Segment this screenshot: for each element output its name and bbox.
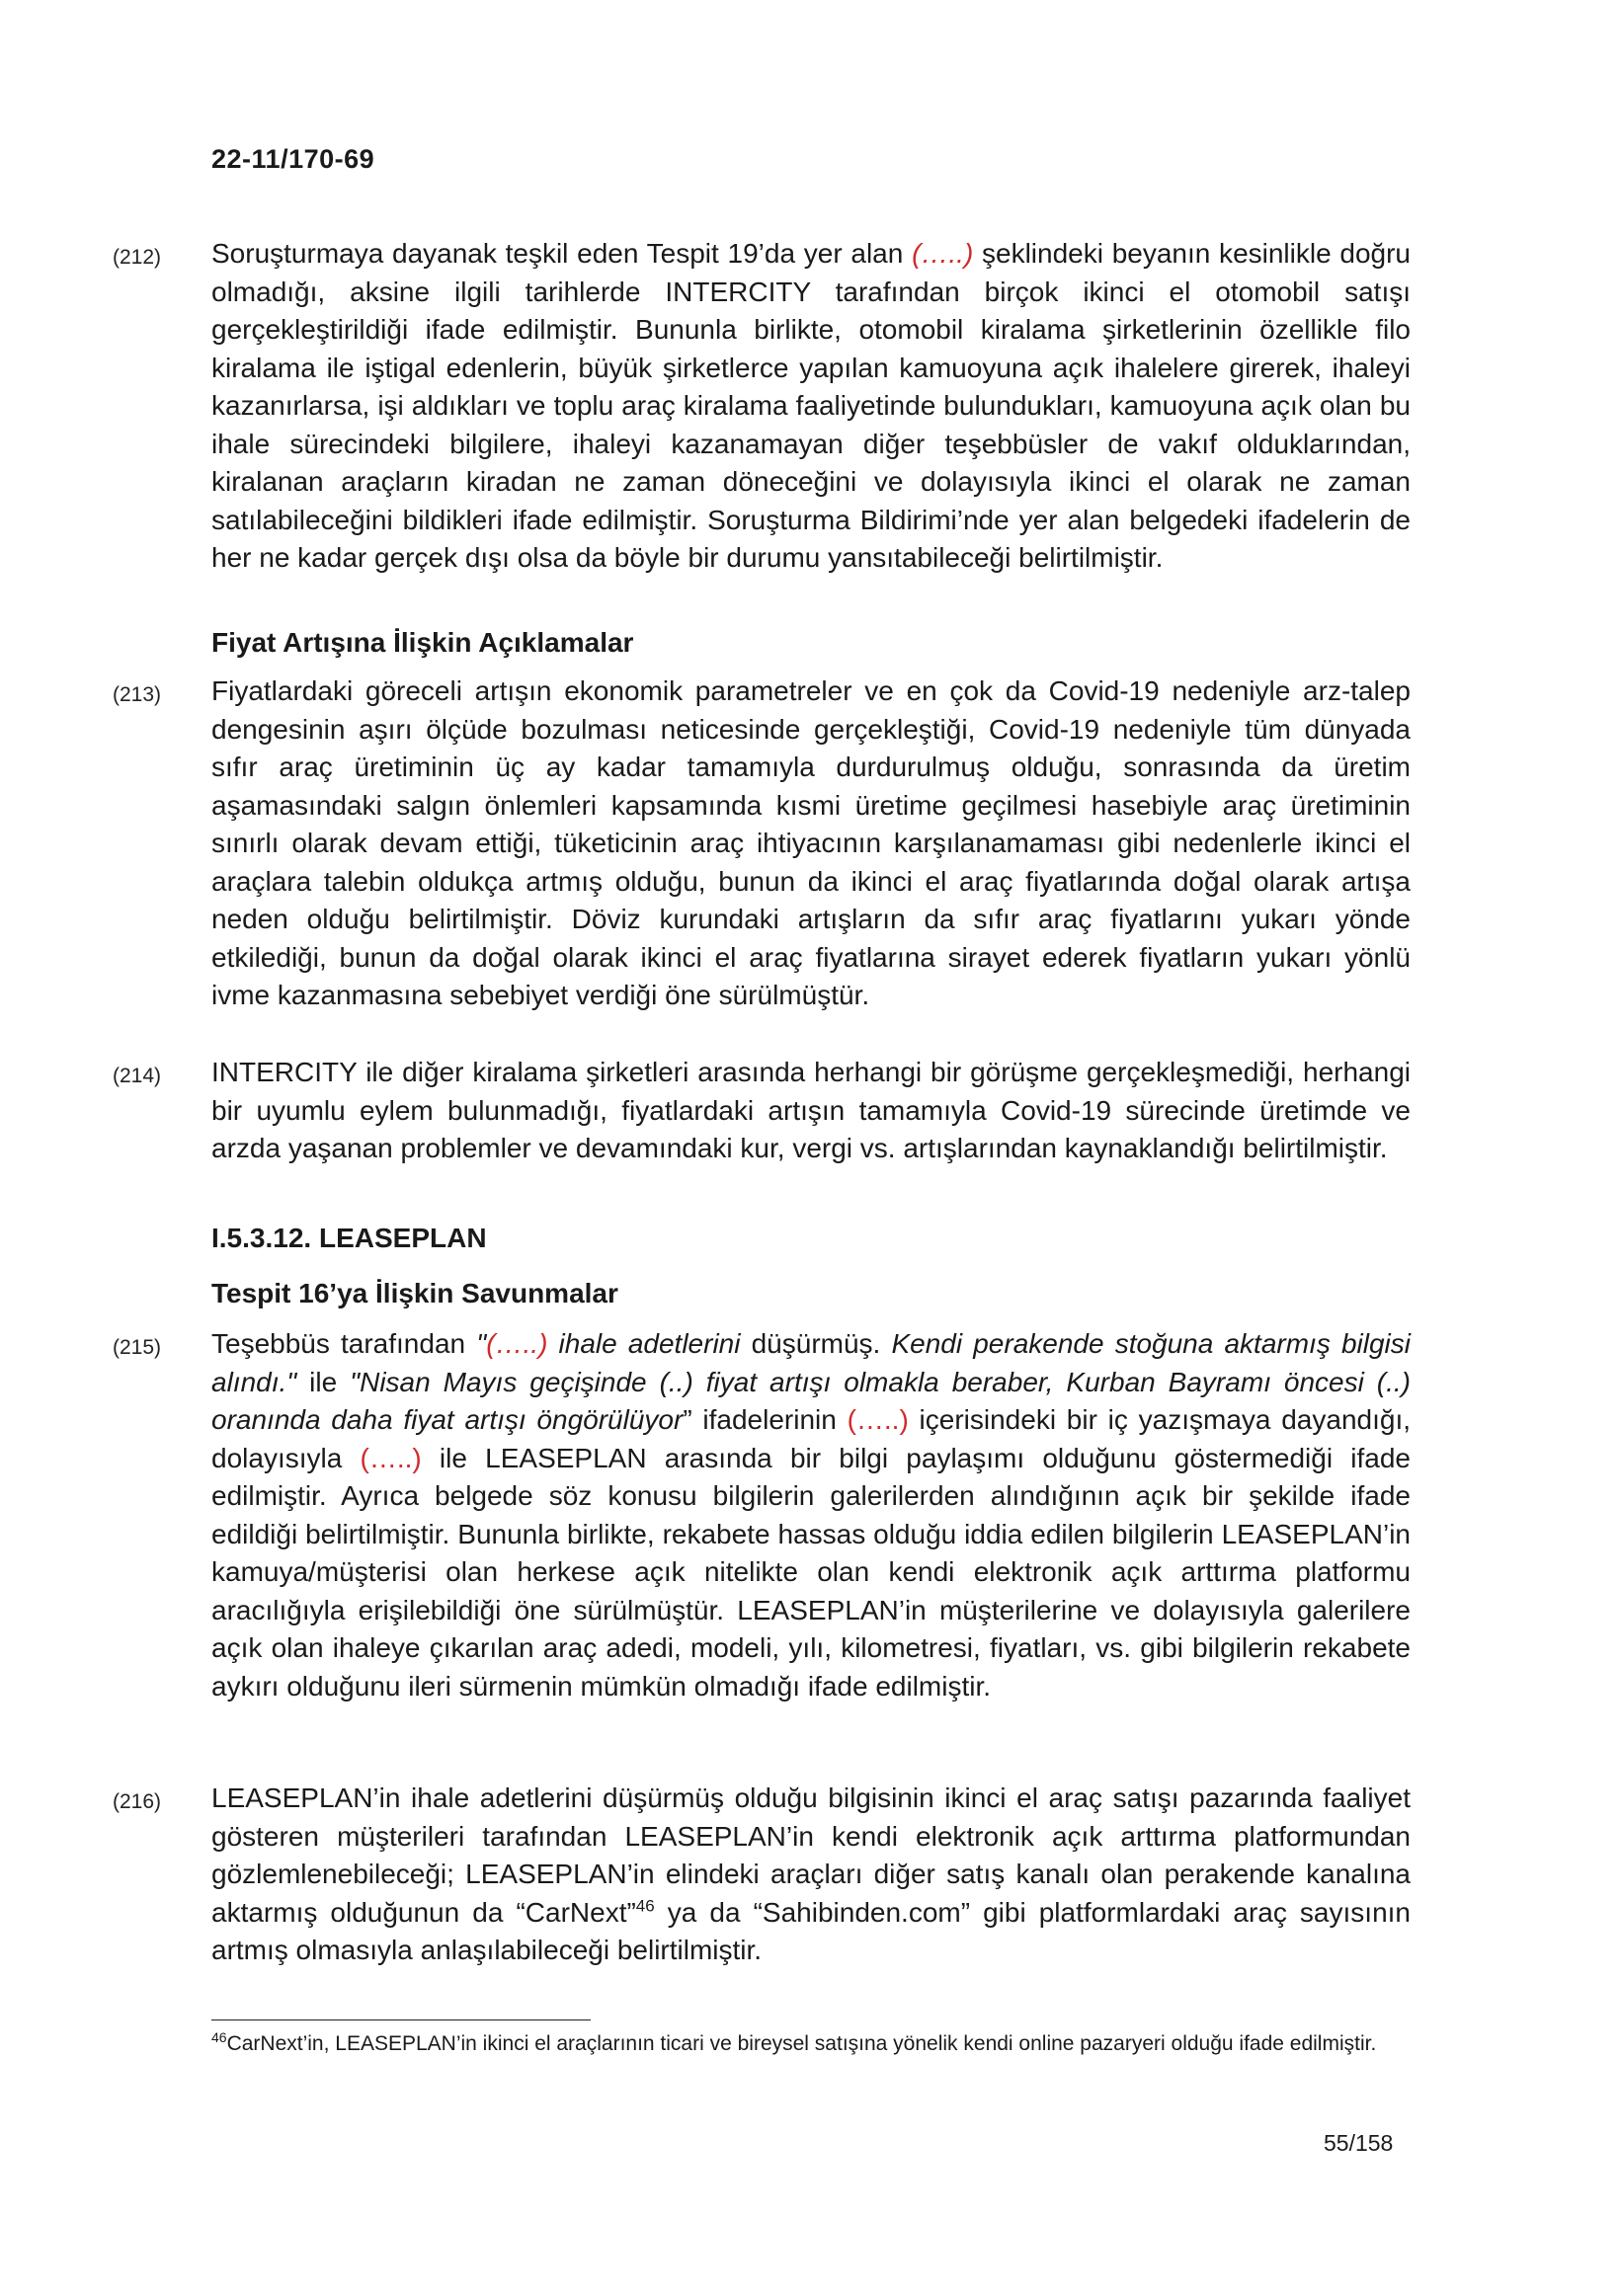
heading-fiyat-artisi: Fiyat Artışına İlişkin Açıklamalar — [211, 627, 634, 658]
paragraph-number: (213) — [113, 683, 162, 706]
paragraph-text — [211, 1325, 1411, 1705]
text-segment: Fiyatlardaki göreceli artışın ekonomik parametreler ve en çok da Covid-19 nedeniyle arz-talep dengesinin aşırı ölçüde bozulması neticesinde gerçekleştiği, Covid-19 nedeniyle tüm dünyada sıfır araç üretiminin üç ay kadar tamamıyla durdurulmuş olduğu, sonrasında da üretim aşamasındaki salgın önlemleri kapsamında kısmi üretime geçilmesi hasebiyle araç üretiminin sınırlı olarak devam ettiği, tüketicinin araç ihtiyacının karşılanamaması gibi nedenlerle ikinci el araçlara talebin oldukça artmış olduğu, bunun da ikinci el araç fiyatlarında doğal olarak artışa neden olduğu belirtilmiştir. Döviz kurundaki artışların da sıfır araç fiyatlarını yukarı yönde etkilediği, bunun da doğal olarak ikinci el araç fiyatlarına sirayet ederek fiyatların yukarı yönlü ivme kazanmasına sebebiyet verdiği öne sürülmüştür. — [211, 675, 1411, 1010]
text-segment: ile LEASEPLAN arasında bir bilgi paylaşımı olduğunu göstermediği ifade edilmiştir. Ayrıca belgede söz konusu bilgilerin galerilerden alındığının açık bir şekilde ifade edildiği belirtilmiştir. Bununla birlikte, rekabete hassas olduğu iddia edilen bilgilerin LEASEPLAN’in kamuya/müşterisi olan herkese açık nitelikte olan kendi elektronik açık arttırma platformu aracılığıyla erişilebildiği öne sürülmüştür. LEASEPLAN’in müşterilerine ve dolayısıyla galerilere açık olan ihaleye çıkarılan araç adedi, modeli, yılı, kilometresi, fiyatları, vs. gibi bilgilerin rekabete aykırı olduğunu ileri sürmenin mümkün olmadığı ifade edilmiştir. — [211, 1442, 1411, 1702]
text-segment: ” ifadelerinin — [683, 1404, 848, 1435]
paragraph-number: (212) — [113, 246, 162, 269]
paragraph-214 — [113, 1054, 1411, 1168]
paragraph-216 — [113, 1780, 1411, 1970]
text-segment: ile — [296, 1366, 351, 1397]
page-number: 55/158 — [1324, 2130, 1394, 2156]
redacted-marker: (…..) — [486, 1328, 548, 1359]
text-segment: şeklindeki beyanın kesinlikle doğru olmadığı, aksine ilgili tarihlerde INTERCITY tarafından birçok ikinci el otomobil satışı gerçekleştirildiği ifade edilmiştir. Bununla birlikte, otomobil kiralama şirketlerinin özellikle filo kiralama ile iştigal edenlerin, büyük şirketlerce yapılan kamuoyuna açık ihalelere girerek, ihaleyi kazanırlarsa, işi aldıkları ve toplu araç kiralama faaliyetinde bulundukları, kamuoyuna açık olan bu ihale sürecindeki bilgilere, ihaleyi kazanamayan diğer teşebbüsler de vakıf olduklarından, kiralanan araçların kiradan ne zaman döneceğini ve dolayısıyla ikinci el olarak ne zaman satılabileceğini bildikleri ifade edilmiştir. Soruşturma Bildirimi’nde yer alan belgedeki ifadelerin de her ne kadar gerçek dışı olsa da böyle bir durumu yansıtabileceği belirtilmiştir. — [211, 238, 1412, 573]
italic-text: Kendi perakende stoğuna aktarmış bilgisi alındı." — [211, 1328, 1411, 1397]
text-segment: ya da “Sahibinden.com” gibi platformlardaki araç sayısının artmış olmasıyla anlaşılabileceği belirtilmiştir. — [211, 1896, 1411, 1965]
text-segment: düşürmüş. — [740, 1328, 892, 1359]
footnote-reference: 46 — [635, 1896, 655, 1916]
paragraph-number: (214) — [113, 1065, 162, 1087]
italic-text: " — [476, 1328, 487, 1359]
paragraph-number: (215) — [113, 1336, 162, 1359]
heading-tespit-16: Tespit 16’ya İlişkin Savunmalar — [211, 1278, 618, 1308]
text-segment: içerisindeki bir iç yazışmaya dayandığı, dolayısıyla — [211, 1404, 1411, 1473]
redacted-marker: (…..) — [847, 1404, 909, 1435]
italic-text: ihale adetlerini — [547, 1328, 741, 1359]
paragraph-212 — [113, 235, 1412, 578]
paragraph-number: (216) — [113, 1790, 162, 1813]
text-segment: Soruşturmaya dayanak teşkil eden Tespit 19’da yer alan — [211, 238, 913, 269]
paragraph-text — [211, 673, 1411, 1015]
text-segment: INTERCITY ile diğer kiralama şirketleri arasında herhangi bir görüşme gerçekleşmediği, herhangi bir uyumlu eylem bulunmadığı, fiyatlardaki artışın tamamıyla Covid-19 sürecinde üretimde ve arzda yaşanan problemler ve devamındaki kur, vergi vs. artışlarından kaynaklandığı belirtilmiştir. — [211, 1057, 1411, 1163]
footnote-mark: 46 — [211, 2029, 227, 2045]
section-heading: I.5.3.12. LEASEPLAN — [211, 1223, 487, 1253]
text-segment: LEASEPLAN’in ihale adetlerini düşürmüş olduğu bilgisinin ikinci el araç satışı pazarında faaliyet gösteren müşterileri tarafından LEASEPLAN’in kendi elektronik açık arttırma platformundan gözlemlenebileceği; LEASEPLAN’in elindeki araçları diğer satış kanalı olan perakende kanalına aktarmış olduğunun da “CarNext” — [211, 1782, 1411, 1928]
footnote — [211, 2029, 1411, 2059]
footnote-divider — [211, 2019, 591, 2020]
paragraph-text — [211, 1780, 1411, 1970]
footnote-text: CarNext’in, LEASEPLAN’in ikinci el araçlarının ticari ve bireysel satışına yönelik kendi online pazaryeri olduğu ifade edilmiştir. — [226, 2032, 1377, 2055]
paragraph-text — [211, 1054, 1411, 1168]
text-segment: Teşebbüs tarafından — [211, 1328, 477, 1359]
document-number: 22-11/170-69 — [211, 144, 375, 174]
paragraph-215 — [113, 1325, 1411, 1705]
redacted-marker: (…..) — [912, 238, 974, 269]
italic-text: "Nisan Mayıs geçişinde (..) fiyat artışı olmakla beraber, Kurban Bayramı öncesi (..) oranında daha fiyat artışı öngörülüyor — [211, 1366, 1411, 1435]
paragraph-text — [211, 235, 1411, 578]
paragraph-213 — [113, 673, 1411, 1015]
redacted-marker: (…..) — [360, 1442, 422, 1473]
